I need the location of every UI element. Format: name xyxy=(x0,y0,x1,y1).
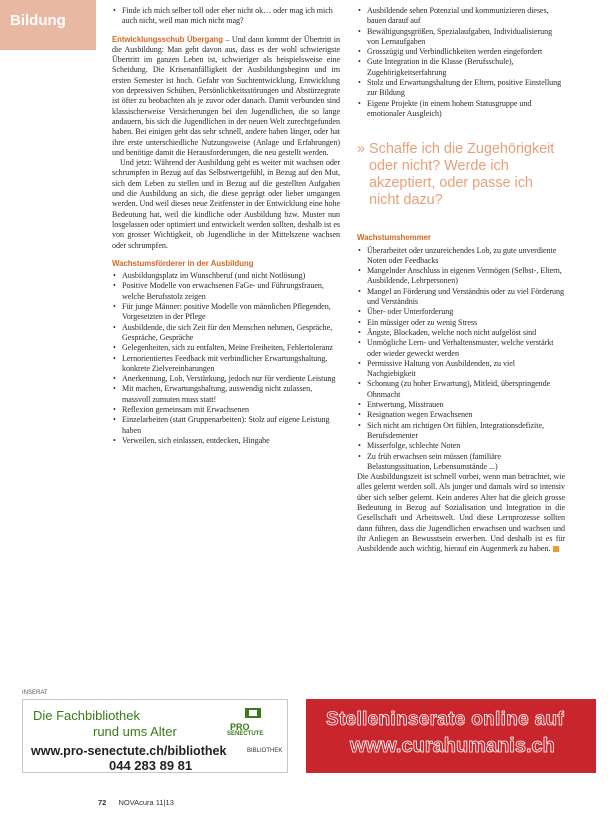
list-item: • Gute Integration in die Klasse (Berufsschule), Zugehörigkeitserfahrung xyxy=(357,57,565,78)
list-item: • Positive Modelle von erwachsenen FaGe- und Führungsfrauen, welche Berufsstolz zeigen xyxy=(112,281,340,302)
intro-list xyxy=(112,6,340,27)
page-footer xyxy=(98,798,174,807)
list-item: • Unmögliche Lern- und Verhaltensmuster, welche verstärkt oder wieder geweckt werden xyxy=(357,338,565,359)
ad-url[interactable]: www.curahumanis.ch xyxy=(350,735,555,757)
list-item: • Lernorientiertes Feedback mit verbindlicher Erwartungshaltung, konkrete Zielvereinbarungen xyxy=(112,354,340,375)
list-item: • Resignation wegen Erwachsenen xyxy=(357,410,565,420)
pull-quote xyxy=(357,141,565,209)
magazine-name: NOVAcura 11|13 xyxy=(118,798,174,807)
right-column xyxy=(357,6,565,554)
paragraph-lead: Entwicklungsschub Übergang xyxy=(112,34,223,44)
list-item: • Ein müssiger oder zu wenig Stress xyxy=(357,318,565,328)
list-item: • Zu früh erwachsen sein müssen (familiäre Belastungssituation, Lebensumstände ...) xyxy=(357,452,565,473)
list-item: • Mangelnder Anschluss in eigenen Vermögen (Selbst-, Eltern, Ausbildende, Lehrpersonen) xyxy=(357,266,565,287)
logo-text-senectute: SENECTUTE xyxy=(227,731,264,737)
paragraph-during: Und jetzt: Während der Ausbildung geht es weiter mit wachsen oder schrumpfen in Bezug auf das Selbstwertgefühl, in Bezug auf den Mut, sich dem Leben zu stellen und in Bezug auf die gestellten Aufgaben und die Ausbildung an sich, die diese geprägt oder lieber umgangen werden. Und weil dieses neue Zeitfenster in der Entwicklung eine hohe Bedeutung hat, weil die kindliche oder Ausbildung bzw. Muster nun losgelassen oder optimiert und entwickelt werden sollten, deshalb ist es von grosser Wichtigkeit, ob Jugendliche in der Mittelszene wachsen oder schrumpfen. xyxy=(112,158,340,250)
list-item: • Sich nicht am richtigen Ort fühlen, Integrationsdefizite, Berufsdementer xyxy=(357,421,565,442)
list-item: • Anerkennung, Lob, Verstärkung, jedoch nur für verdiente Leistung xyxy=(112,374,340,384)
page-number: 72 xyxy=(98,798,107,807)
list-item: • Mit machen, Erwartungshaltung, auswendig nicht zulassen, massvoll zumuten muss statt! xyxy=(112,384,340,405)
list-item: • Für junge Männer: positive Modelle von männlichen Pflegenden, Vorgesetzten in der Pflege xyxy=(112,302,340,323)
list-item: • Stolz und Erwartungshaltung der Eltern, positive Einstellung zur Bildung xyxy=(357,78,565,99)
list-item: • Bewältigungsgrößen, Spezialaufgaben, Individualisierung von Lernaufgaben xyxy=(357,27,565,48)
logo-text-bibliothek: BIBLIOTHEK xyxy=(247,748,283,754)
list-item: • Mangel an Förderung und Verständnis oder zu viel Förderung und Verständnis xyxy=(357,287,565,308)
list-item: • Reflexion gemeinsam mit Erwachsenen xyxy=(112,405,340,415)
ad-url[interactable]: www.pro-senectute.ch/bibliothek xyxy=(31,744,227,758)
quote-mark-icon: » xyxy=(357,141,366,158)
ad-label: INSERAT xyxy=(22,690,48,696)
ad-headline: Stelleninserate online auf xyxy=(326,709,564,730)
list-item: • Einzelarbeiten (statt Gruppenarbeiten): Stolz auf eigene Leistung haben xyxy=(112,415,340,436)
list-item: • Entwertung, Misstrauen xyxy=(357,400,565,410)
list-item: • Ausbildungsplatz im Wunschberuf (und nicht Notlösung) xyxy=(112,271,340,281)
paragraph-transition xyxy=(112,35,340,159)
left-column xyxy=(112,6,340,446)
section-tab xyxy=(0,0,96,50)
closing-text: Die Ausbildungszeit ist schnell vorbei, wenn man betrachtet, wie alles gelernt werden soll. Als junger und damals wird so intensiv über sich selber gelernt. Kein anderes Alter hat die gleich grosse Bedeutung in Bezug auf Sozialisation und Integration in die Gesellschaft und Arbeitswelt. Und diese Lernprozesse sollten dann führen, dass die Jugendlichen erwachsen und wachsen und ihr Anliegen an Bewusstsein erwerben. Und deshalb ist es für Ausbildende auch wichtig, hierauf ein Augenmerk zu haben. xyxy=(357,472,565,554)
list-item: • Ausbildende, die sich Zeit für den Menschen nehmen, Gespräche, Gespräche, Gespräche xyxy=(112,323,340,344)
logo-text-pro: PRO xyxy=(230,722,250,732)
pull-quote-text: Schaffe ich die Zugehörigkeit oder nicht? Werde ich akzeptiert, oder passe ich nicht dazu? xyxy=(369,141,555,209)
list-item: • Grosszügig und Verbindlichkeiten werden eingefordert xyxy=(357,47,565,57)
list-item: • Finde ich mich selber toll oder eher nicht ok… oder mag ich mich auch nicht, weil man mich nicht mag? xyxy=(112,6,340,27)
list-item: • Ängste, Blockaden, welche noch nicht aufgelöst sind xyxy=(357,328,565,338)
section-tab-label: Bildung xyxy=(10,12,66,29)
ad-subtitle: rund ums Alter xyxy=(93,724,177,739)
top-list xyxy=(357,6,565,119)
heading-schrumpf: Wachstumshemmer xyxy=(357,233,431,243)
list-item: • Eigene Projekte (in einem hohem Statusgruppe und emotionaler Ausgleich) xyxy=(357,99,565,120)
list-item: • Schonung (zu hoher Erwartung), Mitleid, überspringende Ohnmacht xyxy=(357,379,565,400)
list-item: • Gelegenheiten, sich zu entfalten, Meine Freiheiten, Fehlertoleranz xyxy=(112,343,340,353)
ad-stelleninserate[interactable] xyxy=(306,699,596,773)
paragraph-text: – Und dann kommt der Übertritt in die Ausbildung: Man geht davon aus, dass es der wohl schwierigste Übertritt im ganzen Leben ist, schwieriger als beispielsweise eine Scheidung. Die Krisenanfälligkeit der Ausbildungsbeginn und im ersten Semester ist hoch. Gefahr von Suchtentwicklung, Entwicklung von depressiven Schüben, Persönlichkeitsstörungen und Abstürzegrate ist öfter zu beobachten als je zuvor oder danach. Damit verbunden sind klassischerweise Versicherungen bei den Jugendlichen, die so lange andauern, bis sich die Jugendlichen in der neuen Welt zurechtgefunden haben. Bei einigen geht das sehr schnell, andere haben länger, oder hat ihre erste unterschiedliche Nutzungsweise (Anlage und Erfahrungen) und benötige damit die Herausforderungen, die neu gestellt werden. xyxy=(112,34,340,157)
wachstum-list xyxy=(112,271,340,446)
list-item: • Über- oder Unterforderung xyxy=(357,307,565,317)
ad-fachbibliothek[interactable] xyxy=(22,699,288,773)
ad-phone: 044 283 89 81 xyxy=(109,758,193,773)
list-item: • Ausbildende sehen Potenzial und kommunizieren dieses, bauen darauf auf xyxy=(357,6,565,27)
closing-paragraph xyxy=(357,472,565,554)
list-item: • Misserfolge, schlechte Noten xyxy=(357,441,565,451)
end-mark-icon xyxy=(553,546,559,552)
list-item: • Verweilen, sich einlassen, entdecken, Hingabe xyxy=(112,436,340,446)
schrumpf-list xyxy=(357,246,565,473)
heading-wachstum: Wachstumsförderer in der Ausbildung xyxy=(112,258,254,268)
ad-title: Die Fachbibliothek xyxy=(33,708,140,723)
list-item: • Überarbeitet oder unzureichendes Lob, zu gute unverdiente Noten oder Feedbacks xyxy=(357,246,565,267)
list-item: • Permissive Haltung von Ausbildenden, zu viel Nachgiebigkeit xyxy=(357,359,565,380)
